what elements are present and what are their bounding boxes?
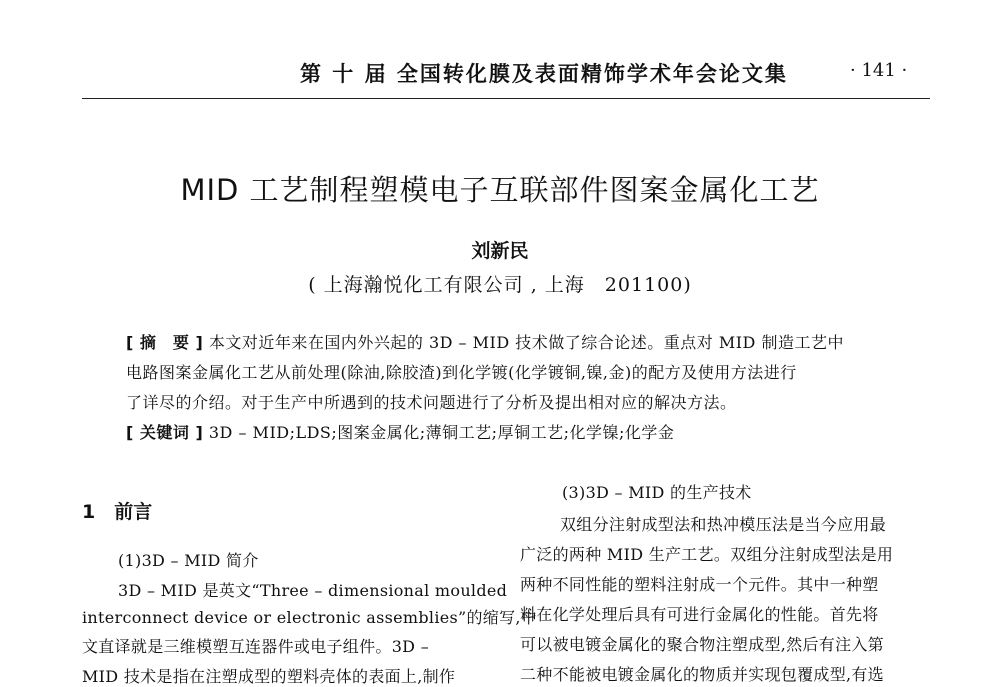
header-rule [82, 98, 930, 99]
abstract-label: [ 摘 要 ] [126, 333, 204, 352]
right-body-line: 可以被电镀金属化的聚合物注塑成型,然后有注入第 [520, 635, 884, 654]
left-body-line: MID 技术是指在注塑成型的塑料壳体的表面上,制作 [82, 667, 456, 686]
keywords-label: [ 关键词 ] [126, 423, 204, 442]
page-number: · 141 · [850, 60, 908, 81]
keywords-text: 3D – MID;LDS;图案金属化;薄铜工艺;厚铜工艺;化学镍;化学金 [208, 423, 675, 442]
abstract-line: 了详尽的介绍。对于生产中所遇到的技术问题进行了分析及提出相对应的解决方法。 [126, 393, 737, 412]
section-heading: 1 前言 [82, 501, 153, 523]
abstract-line: 电路图案金属化工艺从前处理(除油,除胶渣)到化学镀(化学镀铜,镍,金)的配方及使用方法进行 [126, 363, 797, 382]
article-title: MID 工艺制程塑模电子互联部件图案金属化工艺 [180, 173, 820, 207]
right-subsection-heading: (3)3D – MID 的生产技术 [562, 483, 752, 502]
left-body-line: 文直译就是三维模塑互连器件或电子组件。3D – [82, 637, 429, 656]
left-body-line: 3D – MID 是英文“Three – dimensional moulded [118, 581, 508, 600]
author-name: 刘新民 [471, 240, 529, 262]
right-body-line: 二种不能被电镀金属化的物质并实现包覆成型,有选 [520, 665, 884, 684]
right-body-line: 两种不同性能的塑料注射成一个元件。其中一种塑 [520, 575, 879, 594]
author-affiliation: ( 上海瀚悦化工有限公司 , 上海 201100) [308, 274, 692, 296]
left-subsection-heading: (1)3D – MID 简介 [118, 551, 259, 570]
keywords-line [126, 420, 674, 443]
right-body-line: 双组分注射成型法和热冲模压法是当今应用最 [560, 515, 887, 534]
abstract-text: 本文对近年来在国内外兴起的 3D – MID 技术做了综合论述。重点对 MID 制造工艺中 [208, 333, 844, 352]
abstract-line [126, 330, 844, 353]
right-body-line: 广泛的两种 MID 生产工艺。双组分注射成型法是用 [520, 545, 894, 564]
right-body-line: 料在化学处理后具有可进行金属化的性能。首先将 [520, 605, 879, 624]
running-header: 第 十 届 全国转化膜及表面精饰学术年会论文集 [300, 61, 788, 86]
left-body-line: interconnect device or electronic assemblies”的缩写,中 [82, 608, 538, 627]
